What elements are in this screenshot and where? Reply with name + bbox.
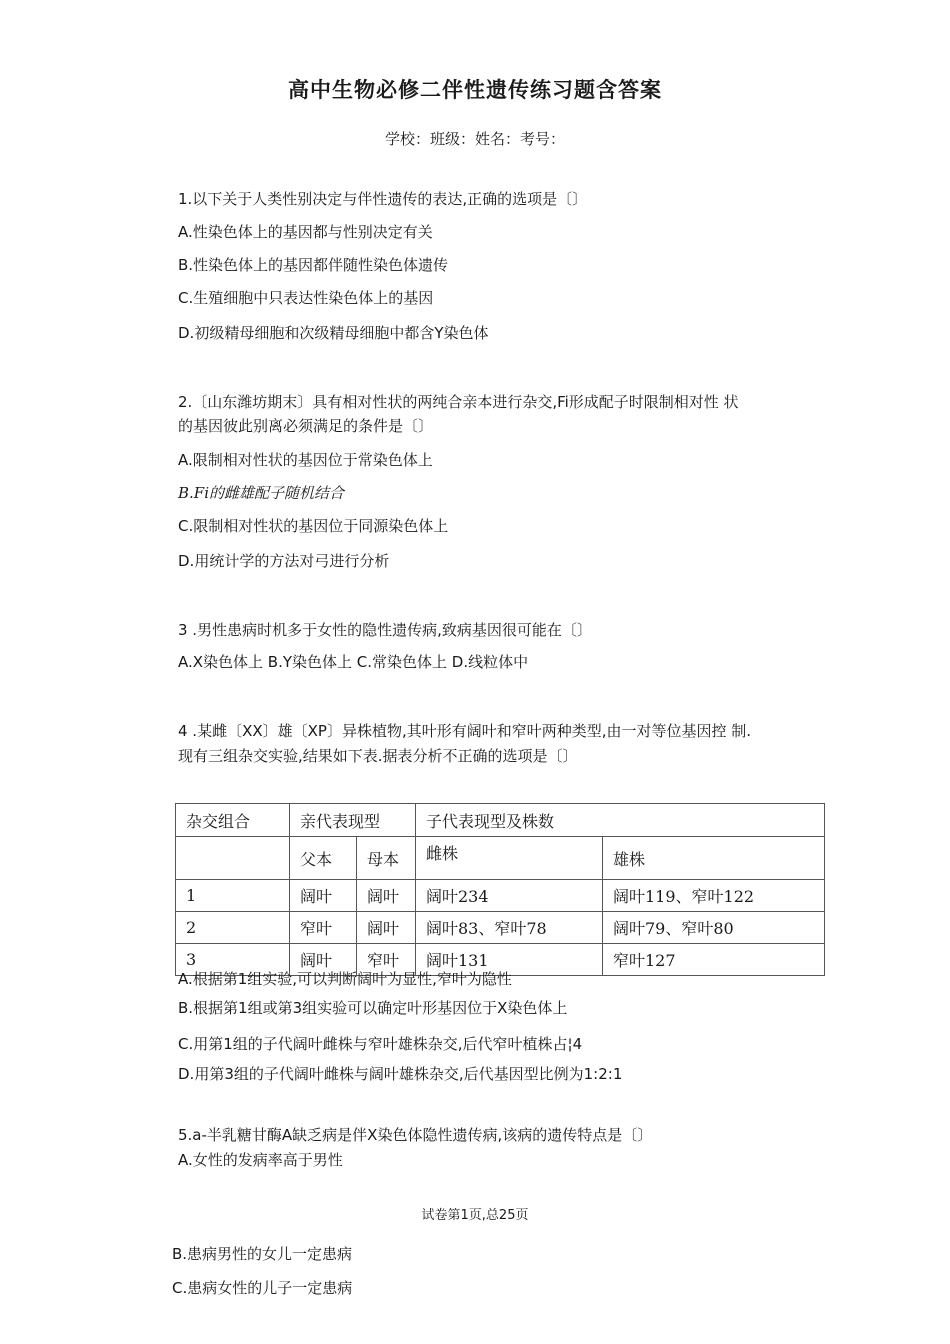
q2-option-a: A.限制相对性状的基因位于常染色体上 <box>178 451 433 469</box>
q1-option-b: B.性染色体上的基因都伴随性染色体遗传 <box>178 256 449 274</box>
header-male: 雄株 <box>603 837 825 880</box>
header-father: 父本 <box>290 837 357 880</box>
cell-female: 阔叶83、窄叶78 <box>416 912 603 944</box>
q1-option-c: C.生殖细胞中只表达性染色体上的基因 <box>178 289 434 307</box>
cross-results-table <box>175 803 825 976</box>
student-info-line: 学校：班级：姓名：考号： <box>384 130 565 148</box>
q2-option-c: C.限制相对性状的基因位于同源染色体上 <box>178 517 449 535</box>
q5-option-c: C.患病女性的儿子一定患病 <box>172 1279 353 1297</box>
q3-options: A.X染色体上 B.Y染色体上 C.常染色体上 D.线粒体中 <box>178 653 529 671</box>
cell-female: 阔叶234 <box>416 880 603 912</box>
q4-option-a: A.根据第1组实验,可以判断阔叶为显性,窄叶为隐性 <box>178 970 512 988</box>
q2-stem-line1: 2.〔山东潍坊期末〕具有相对性状的两纯合亲本进行杂交,Fi形成配子时限制相对性 状 <box>178 393 739 411</box>
q2-option-d: D.用统计学的方法对弓进行分析 <box>178 552 390 570</box>
cell-mother: 阔叶 <box>357 880 416 912</box>
table-row <box>176 880 825 912</box>
q4-stem-line1: 4 .某雌〔XX〕雄〔XP〕异株植物,其叶形有阔叶和窄叶两种类型,由一对等位基因控 制. <box>178 722 752 740</box>
q1-option-a: A.性染色体上的基因都与性别决定有关 <box>178 223 433 241</box>
header-offspring-phenotype: 子代表现型及株数 <box>416 804 825 837</box>
header-cross-group: 杂交组合 <box>176 804 290 837</box>
q1-option-d: D.初级精母细胞和次级精母细胞中都含Y染色体 <box>178 324 489 342</box>
q4-option-d: D.用第3组的子代阔叶雌株与阔叶雄株杂交,后代基因型比例为1:2:1 <box>178 1065 623 1083</box>
header-parent-phenotype: 亲代表现型 <box>290 804 416 837</box>
q4-option-b: B.根据第1组或第3组实验可以确定叶形基因位于X染色体上 <box>178 999 568 1017</box>
q4-option-c: C.用第1组的子代阔叶雌株与窄叶雄株杂交,后代窄叶植株占¦4 <box>178 1035 583 1053</box>
header-mother: 母本 <box>357 837 416 880</box>
cell-male: 窄叶127 <box>603 944 825 976</box>
empty-cell <box>176 837 290 880</box>
table-header-row <box>176 804 825 837</box>
q1-stem: 1.以下关于人类性别决定与伴性遗传的表达,正确的选项是〔〕 <box>178 190 588 208</box>
header-female: 雌株 <box>416 837 603 880</box>
q5-stem: 5.a-半乳糖甘酶A缺乏病是伴X染色体隐性遗传病,该病的遗传特点是〔〕 <box>178 1126 653 1144</box>
q5-option-b: B.患病男性的女儿一定患病 <box>172 1245 353 1263</box>
cell-male: 阔叶79、窄叶80 <box>603 912 825 944</box>
cell-male: 阔叶119、窄叶122 <box>603 880 825 912</box>
table-row <box>176 912 825 944</box>
q2-stem-line2: 的基因彼此别离必须满足的条件是〔〕 <box>178 417 434 435</box>
cell-mother: 阔叶 <box>357 912 416 944</box>
cell-group: 3 <box>176 944 290 976</box>
q4-stem-line2: 现有三组杂交实验,结果如下表.据表分析不正确的选项是〔〕 <box>178 747 578 765</box>
cell-father: 阔叶 <box>290 880 357 912</box>
cell-female: 阔叶131 <box>416 944 603 976</box>
q5-option-a: A.女性的发病率高于男性 <box>178 1151 343 1169</box>
cell-mother: 窄叶 <box>357 944 416 976</box>
cell-group: 2 <box>176 912 290 944</box>
table-subheader-row <box>176 837 825 880</box>
cell-group: 1 <box>176 880 290 912</box>
page-footer: 试卷第1页,总25页 <box>421 1208 529 1223</box>
q2-option-b: B.Fi的雌雄配子随机结合 <box>178 484 344 502</box>
cell-father: 阔叶 <box>290 944 357 976</box>
q3-stem: 3 .男性患病时机多于女性的隐性遗传病,致病基因很可能在〔〕 <box>178 621 592 639</box>
cell-father: 窄叶 <box>290 912 357 944</box>
page-title: 高中生物必修二伴性遗传练习题含答案 <box>288 78 662 102</box>
